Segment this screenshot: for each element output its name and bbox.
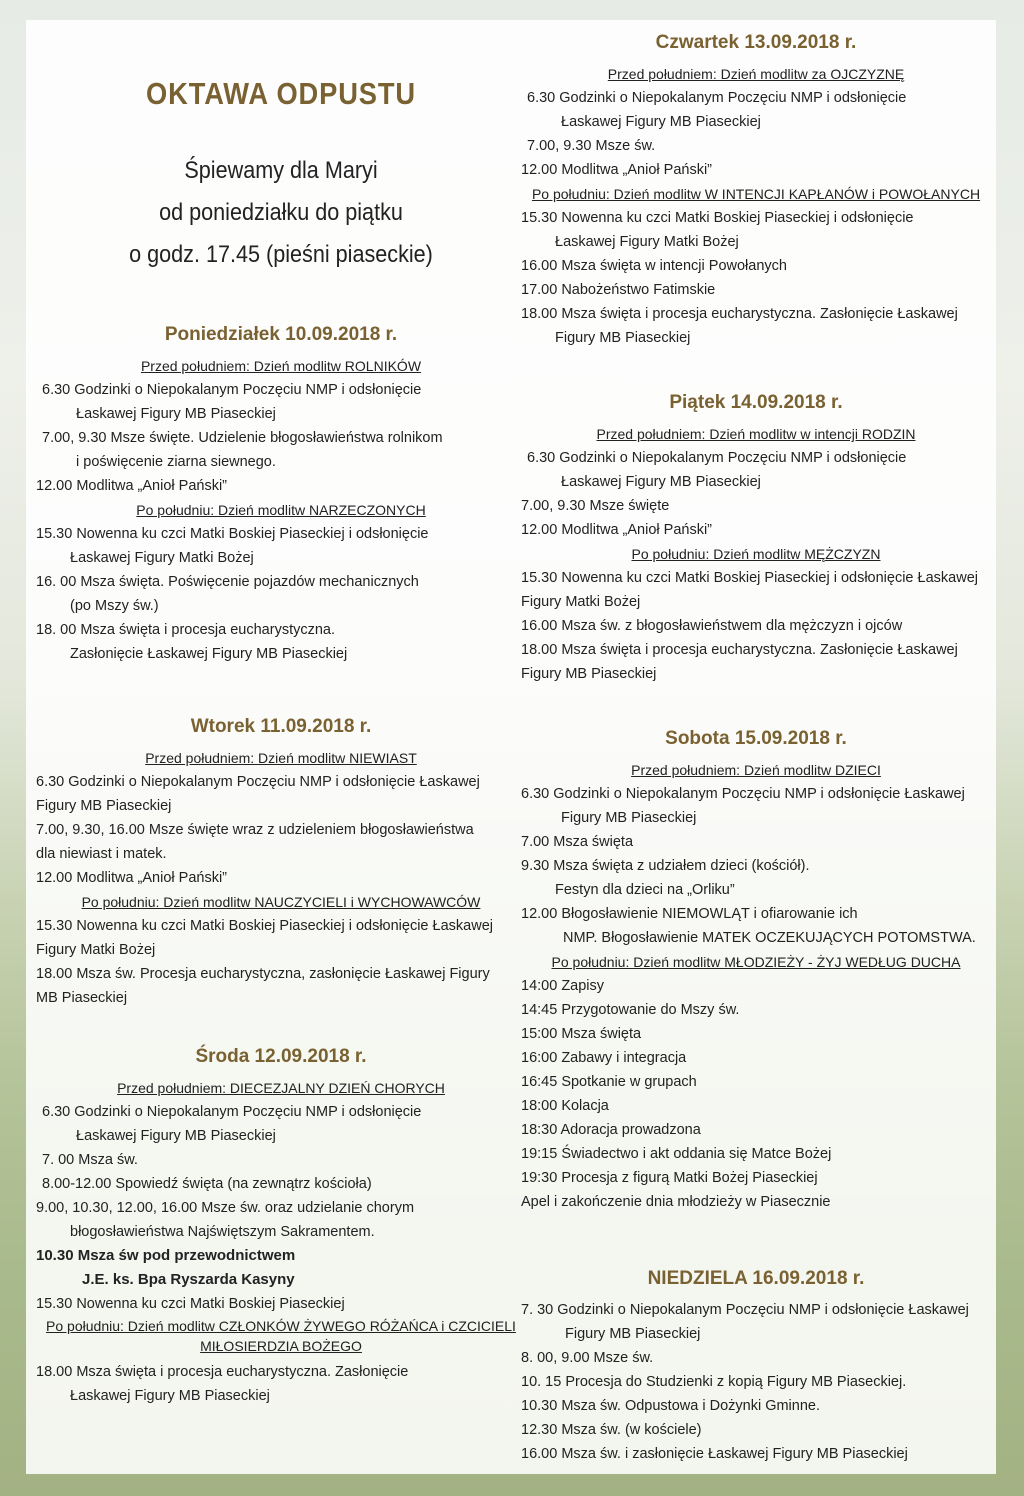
list-item: 7.00, 9.30 Msze św. — [527, 138, 656, 154]
intro-line: od poniedziałku do piątku — [159, 199, 403, 226]
list-item: 17.00 Nabożeństwo Fatimskie — [521, 282, 716, 298]
list-item: 16:00 Zabawy i integracja — [521, 1050, 687, 1066]
list-item: 10. 15 Procesja do Studzienki z kopią Figury MB Piaseckiej. — [521, 1374, 907, 1390]
list-item: 19:30 Procesja z figurą Matki Bożej Piaseckiej — [521, 1170, 818, 1186]
list-item: 16.00 Msza święta w intencji Powołanych — [521, 258, 787, 274]
list-item: 6.30 Godzinki o Niepokalanym Poczęciu NMP i odsłonięcie Łaskawej Figury MB Piaseckiej — [42, 382, 422, 422]
list-item: 18.00 Msza święta i procesja eucharystyczna. Zasłonięcie Łaskawej Figury MB Piaseckiej — [521, 306, 958, 346]
list-item: 6.30 Godzinki o Niepokalanym Poczęciu NMP i odsłonięcie Łaskawej Figury MB Piaseckiej — [42, 1104, 422, 1144]
list-item: 7.00 Msza święta — [521, 834, 634, 850]
list-item: 6.30 Godzinki o Niepokalanym Poczęciu NMP i odsłonięcie Łaskawej Figury MB Piaseckiej — [36, 774, 480, 814]
section-pm: Po południu: Dzień modlitw W INTENCJI KAPŁANÓW i POWOŁANYCH — [531, 186, 981, 202]
day-title: NIEDZIELA 16.09.2018 r. — [647, 1268, 865, 1289]
section-pm: Po południu: Dzień modlitw MĘŻCZYZN — [631, 546, 881, 562]
day-title: Poniedziałek 10.09.2018 r. — [164, 324, 398, 345]
day-tuesday — [36, 712, 526, 1010]
list-item: 12.00 Modlitwa „Anioł Pański” — [521, 522, 713, 538]
list-item: 18:30 Adoracja prowadzona — [521, 1122, 701, 1138]
list-item: 9.00, 10.30, 12.00, 16.00 Msze św. oraz udzielanie chorym błogosławieństwa Najświętszym Sakramentem. — [36, 1200, 415, 1240]
section-pm: Po południu: Dzień modlitw CZŁONKÓW ŻYWEGO RÓŻAŃCA i CZCICIELI MIŁOSIERDZIA BOŻEGO — [46, 1318, 516, 1354]
list-item: 18.00 Msza święta i procesja eucharystyczna. Zasłonięcie Łaskawej Figury MB Piaseckiej — [36, 1364, 409, 1404]
list-item: 18:00 Kolacja — [521, 1098, 609, 1114]
list-item: 7.00, 9.30 Msze święte — [521, 498, 670, 514]
schedule-panel — [26, 20, 996, 1474]
section-am: Przed południem: Dzień modlitw NIEWIAST — [145, 750, 417, 766]
list-item: 6.30 Godzinki o Niepokalanym Poczęciu NMP i odsłonięcie Łaskawej Figury MB Piaseckiej — [527, 450, 907, 490]
day-sunday — [521, 1264, 991, 1466]
list-item: 9.30 Msza święta z udziałem dzieci (kościół). Festyn dla dzieci na „Orliku” — [521, 858, 810, 898]
list-item: 18.00 Msza święta i procesja eucharystyczna. Zasłonięcie Łaskawej Figury MB Piaseckiej — [521, 642, 958, 682]
day-wednesday — [36, 1042, 526, 1408]
list-item: 18.00 Msza św. Procesja eucharystyczna, zasłonięcie Łaskawej Figury MB Piaseckiej — [36, 966, 490, 1006]
intro-line: o godz. 17.45 (pieśni piaseckie) — [129, 241, 433, 268]
list-item: 12.00 Modlitwa „Anioł Pański” — [36, 870, 228, 886]
intro-text — [36, 150, 526, 276]
list-item: 15.30 Nowenna ku czci Matki Boskiej Piaseckiej i odsłonięcie Łaskawej Figury Matki Bożej — [36, 918, 493, 958]
day-title: Piątek 14.09.2018 r. — [669, 392, 843, 413]
section-am: Przed południem: Dzień modlitw w intencji RODZIN — [596, 426, 916, 442]
section-am: Przed południem: DIECEZJALNY DZIEŃ CHORYCH — [117, 1080, 445, 1096]
day-saturday — [521, 724, 991, 1214]
day-monday — [36, 320, 526, 666]
list-item: 7.00, 9.30 Msze święte. Udzielenie błogosławieństwa rolnikom i poświęcenie ziarna siewnego. — [42, 430, 443, 470]
list-item: Apel i zakończenie dnia młodzieży w Piasecznie — [521, 1194, 831, 1210]
list-item: 15.30 Nowenna ku czci Matki Boskiej Piaseckiej i odsłonięcie Łaskawej Figury Matki Bożej — [521, 210, 914, 250]
day-thursday — [521, 28, 991, 350]
section-pm: Po południu: Dzień modlitw MŁODZIEŻY - ŻYJ WEDŁUG DUCHA — [551, 954, 961, 970]
list-item: 16. 00 Msza święta. Poświęcenie pojazdów mechanicznych (po Mszy św.) — [36, 574, 419, 614]
day-title: Wtorek 11.09.2018 r. — [190, 716, 372, 737]
list-item: 19:15 Świadectwo i akt oddania się Matce Bożej — [521, 1146, 832, 1162]
list-item: 7. 00 Msza św. — [42, 1152, 138, 1168]
list-item: 15:00 Msza święta — [521, 1026, 642, 1042]
list-item: 18. 00 Msza święta i procesja eucharystyczna. Zasłonięcie Łaskawej Figury MB Piaseckiej — [36, 622, 348, 662]
section-pm: Po południu: Dzień modlitw NARZECZONYCH — [136, 502, 426, 518]
list-item: 12.30 Msza św. (w kościele) — [521, 1422, 702, 1438]
list-item: 12.00 Modlitwa „Anioł Pański” — [36, 478, 228, 494]
list-item: 15.30 Nowenna ku czci Matki Boskiej Piaseckiej i odsłonięcie Łaskawej Figury Matki Bożej — [36, 526, 429, 566]
list-item: 16.00 Msza św. z błogosławieństwem dla mężczyzn i ojców — [521, 618, 903, 634]
list-item: 16.00 Msza św. i zasłonięcie Łaskawej Figury MB Piaseckiej — [521, 1446, 908, 1462]
highlight-item: 10.30 Msza św pod przewodnictwem J.E. ks. Bpa Ryszarda Kasyny — [36, 1247, 296, 1288]
list-item: 15.30 Nowenna ku czci Matki Boskiej Piaseckiej — [36, 1296, 345, 1312]
page-title: OKTAWA ODPUSTU — [146, 76, 416, 111]
list-item: 7. 30 Godzinki o Niepokalanym Poczęciu NMP i odsłonięcie Łaskawej Figury MB Piaseckiej — [521, 1302, 969, 1342]
list-item: 10.30 Msza św. Odpustowa i Dożynki Gminne. — [521, 1398, 820, 1414]
day-title: Środa 12.09.2018 r. — [195, 1046, 367, 1067]
section-am: Przed południem: Dzień modlitw ROLNIKÓW — [140, 358, 422, 374]
day-title: Sobota 15.09.2018 r. — [665, 728, 847, 749]
day-title: Czwartek 13.09.2018 r. — [655, 32, 857, 53]
list-item: 14:00 Zapisy — [521, 978, 605, 994]
list-item: 12.00 Błogosławienie NIEMOWLĄT i ofiarowanie ich NMP. Błogosławienie MATEK OCZEKUJĄCYCH POTOMSTWA. — [521, 906, 976, 946]
day-friday — [521, 388, 991, 686]
list-item: 6.30 Godzinki o Niepokalanym Poczęciu NMP i odsłonięcie Łaskawej Figury MB Piaseckiej — [527, 90, 907, 130]
list-item: 14:45 Przygotowanie do Mszy św. — [521, 1002, 740, 1018]
list-item: 6.30 Godzinki o Niepokalanym Poczęciu NMP i odsłonięcie Łaskawej Figury MB Piaseckiej — [521, 786, 965, 826]
section-pm: Po południu: Dzień modlitw NAUCZYCIELI i WYCHOWAWCÓW — [81, 894, 481, 910]
list-item: 15.30 Nowenna ku czci Matki Boskiej Piaseckiej i odsłonięcie Łaskawej Figury Matki Bożej — [521, 570, 978, 610]
section-am: Przed południem: Dzień modlitw DZIECI — [631, 762, 881, 778]
intro-line: Śpiewamy dla Maryi — [184, 157, 378, 184]
list-item: 16:45 Spotkanie w grupach — [521, 1074, 697, 1090]
list-item: 8. 00, 9.00 Msze św. — [521, 1350, 654, 1366]
list-item: 12.00 Modlitwa „Anioł Pański” — [521, 162, 713, 178]
list-item: 7.00, 9.30, 16.00 Msze święte wraz z udzieleniem błogosławieństwa dla niewiast i matek. — [36, 822, 474, 862]
section-am: Przed południem: Dzień modlitw za OJCZYZNĘ — [607, 66, 905, 82]
list-item: 8.00-12.00 Spowiedź święta (na zewnątrz kościoła) — [42, 1176, 372, 1192]
